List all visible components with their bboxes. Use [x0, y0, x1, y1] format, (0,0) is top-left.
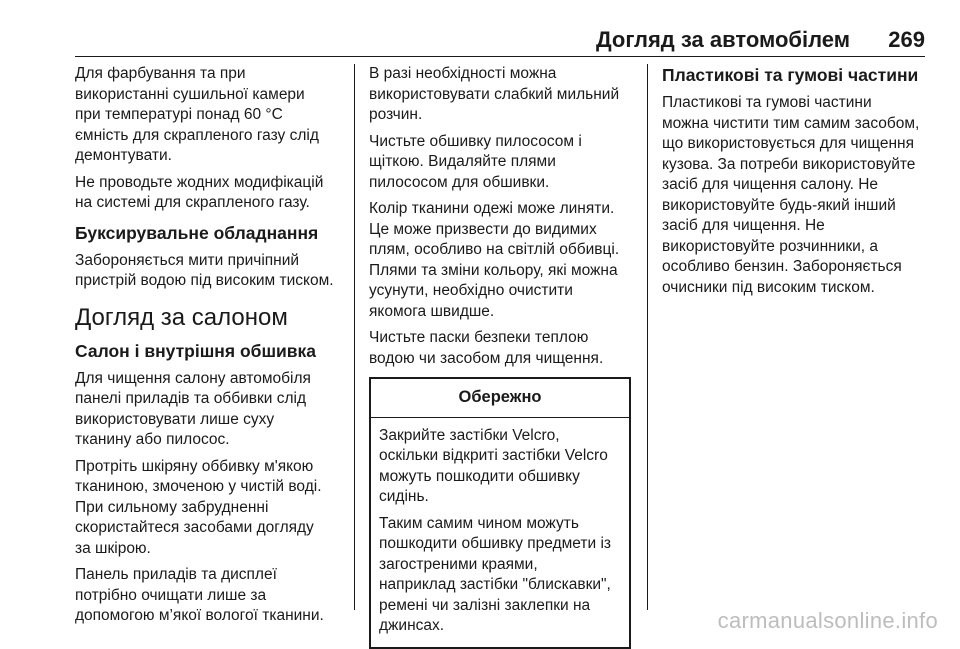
column-divider-2 — [647, 64, 648, 610]
paragraph-fabric-colour: Колір тканини одежі може линяти. Це може призвести до видимих плям, особливо на світлій оббивці. Плями та зміни кольору, які можна усунути, необхідно очистити якомога швидше. — [369, 200, 620, 320]
paragraph-leather: Протріть шкіряну оббивку м'якою тканиною, змоченою у чистій воді. При сильному забрудненні скористайтеся засобами догляду за шкірою. — [75, 457, 322, 557]
caution-title: Обережно — [371, 379, 629, 418]
column-3 — [662, 64, 926, 304]
header-rule — [75, 56, 925, 57]
paragraph-interior-cleaning: Для чищення салону автомобіля панелі приладів та оббивки слід використовувати лише суху тканину або пилосос. — [75, 369, 311, 448]
column-1 — [75, 64, 345, 633]
paragraph-plastic-rubber: Пластикові та гумові частини можна чистити тим самим засобом, що використовується для чищення кузова. За потреби використовуйте засіб для чищення салону. Не використовуйте будь-який інший засіб для чищення. Не використовуйте розчинники, а особливо бензин. Забороняється очисники під високим тиском. — [662, 94, 920, 296]
paragraph-dashboard: Панель приладів та дисплеї потрібно очищати лише за допомогою м’якої вологої тканини. — [75, 566, 324, 624]
heading-plastic-rubber: Пластикові та гумові частини — [662, 65, 919, 85]
paragraph-vacuum: Чистьте обшивку пилососом і щіткою. Видаляйте плями пилососом для обшивки. — [369, 132, 582, 191]
page-number: 269 — [888, 27, 925, 52]
page-header — [0, 0, 960, 58]
heading-towing-equipment: Буксирувальне обладнання — [75, 222, 319, 243]
caution-body — [371, 418, 629, 647]
paragraph-soap: В разі необхідності можна використовувати слабкий мильний розчин. — [369, 65, 620, 123]
column-divider-1 — [354, 64, 355, 610]
paragraph-towing: Забороняється мити причіпний пристрій водою під високим тиском. — [75, 251, 334, 289]
caution-box — [369, 377, 631, 649]
column-2 — [369, 64, 634, 649]
watermark: carmanualsonline.info — [717, 608, 938, 633]
paragraph-lpg-painting: Для фарбування та при використанні сушильної камери при температурі понад 60 °C ємність для скрапленого газу слід демонтувати. — [75, 65, 319, 164]
caution-sharp-edges: Таким самим чином можуть пошкодити обшивку предмети із загостреними краями, наприклад застібки "блискавки", ремені чи залізні заклепки на джинсах. — [379, 514, 612, 634]
paragraph-seat-belts: Чистьте паски безпеки теплою водою чи засобом для чищення. — [369, 329, 604, 367]
caution-velcro: Закрийте застібки Velcro, оскільки відкриті застібки Velcro можуть пошкодити обшивку сидінь. — [379, 426, 608, 505]
heading-interior-care: Догляд за салоном — [75, 303, 288, 331]
heading-interior-trim: Салон і внутрішня обшивка — [75, 340, 317, 361]
header-title: Догляд за автомобілем — [595, 27, 850, 52]
paragraph-lpg-modifications: Не проводьте жодних модифікацій на системі для скрапленого газу. — [75, 173, 324, 211]
